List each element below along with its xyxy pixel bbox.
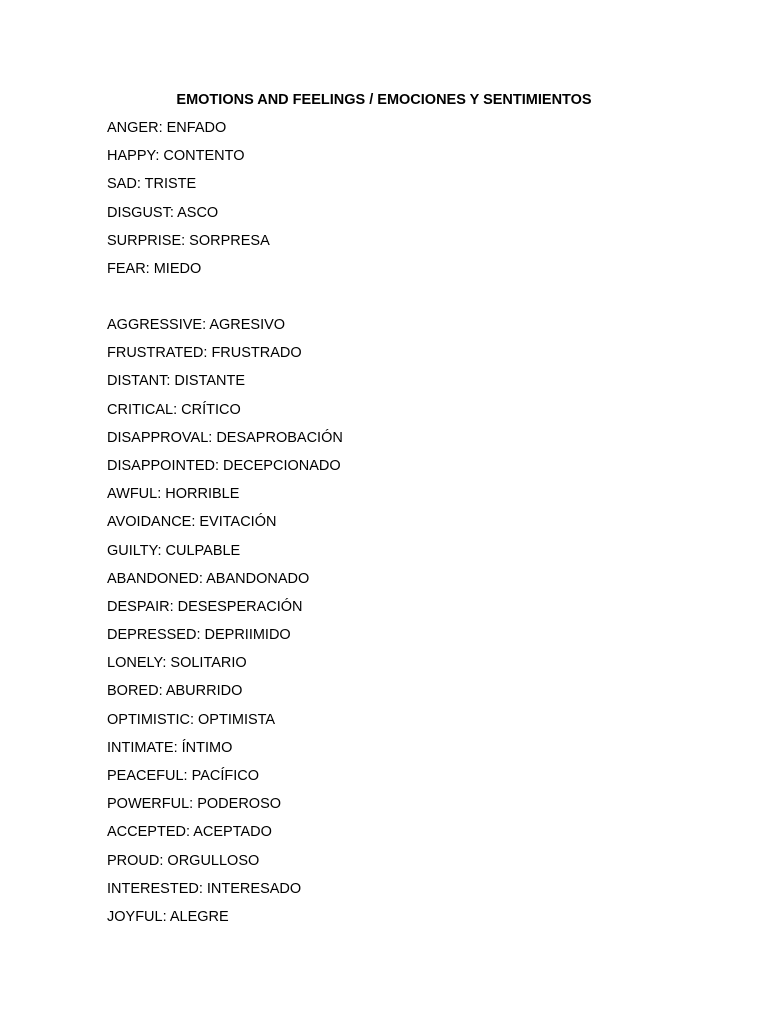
document-title: EMOTIONS AND FEELINGS / EMOCIONES Y SENTIMIENTOS: [176, 92, 592, 108]
list-item: PROUD: ORGULLOSO: [107, 852, 260, 869]
list-item: AWFUL: HORRIBLE: [107, 486, 240, 503]
list-item: SAD: TRISTE: [107, 176, 197, 193]
list-item: INTIMATE: ÍNTIMO: [107, 739, 233, 756]
list-item: DEPRESSED: DEPRIIMIDO: [107, 627, 291, 644]
list-item: AVOIDANCE: EVITACIÓN: [107, 514, 277, 531]
list-item: LONELY: SOLITARIO: [107, 655, 247, 672]
list-item: DISGUST: ASCO: [107, 204, 219, 221]
list-item: INTERESTED: INTERESADO: [107, 880, 302, 897]
list-item: DISTANT: DISTANTE: [107, 373, 246, 390]
list-item: HAPPY: CONTENTO: [107, 148, 245, 165]
list-item: FEAR: MIEDO: [107, 260, 202, 277]
list-item: BORED: ABURRIDO: [107, 683, 243, 700]
list-item: CRITICAL: CRÍTICO: [107, 401, 241, 418]
list-item: DISAPPROVAL: DESAPROBACIÓN: [107, 429, 343, 446]
list-item: OPTIMISTIC: OPTIMISTA: [107, 711, 276, 728]
list-item: FRUSTRATED: FRUSTRADO: [107, 345, 302, 362]
list-item: AGGRESSIVE: AGRESIVO: [107, 317, 286, 333]
list-item: SURPRISE: SORPRESA: [107, 232, 270, 249]
list-item: JOYFUL: ALEGRE: [107, 908, 229, 925]
list-item: ABANDONED: ABANDONADO: [107, 570, 310, 587]
list-item: DESPAIR: DESESPERACIÓN: [107, 598, 303, 615]
feelings-list: [107, 316, 343, 936]
list-item: PEACEFUL: PACÍFICO: [107, 768, 260, 784]
basic-emotions-list: [107, 119, 270, 288]
list-item: POWERFUL: PODEROSO: [107, 796, 282, 813]
list-item: ANGER: ENFADO: [107, 120, 227, 136]
list-item: ACCEPTED: ACEPTADO: [107, 824, 272, 841]
list-item: DISAPPOINTED: DECEPCIONADO: [107, 457, 341, 474]
list-item: GUILTY: CULPABLE: [107, 542, 241, 559]
